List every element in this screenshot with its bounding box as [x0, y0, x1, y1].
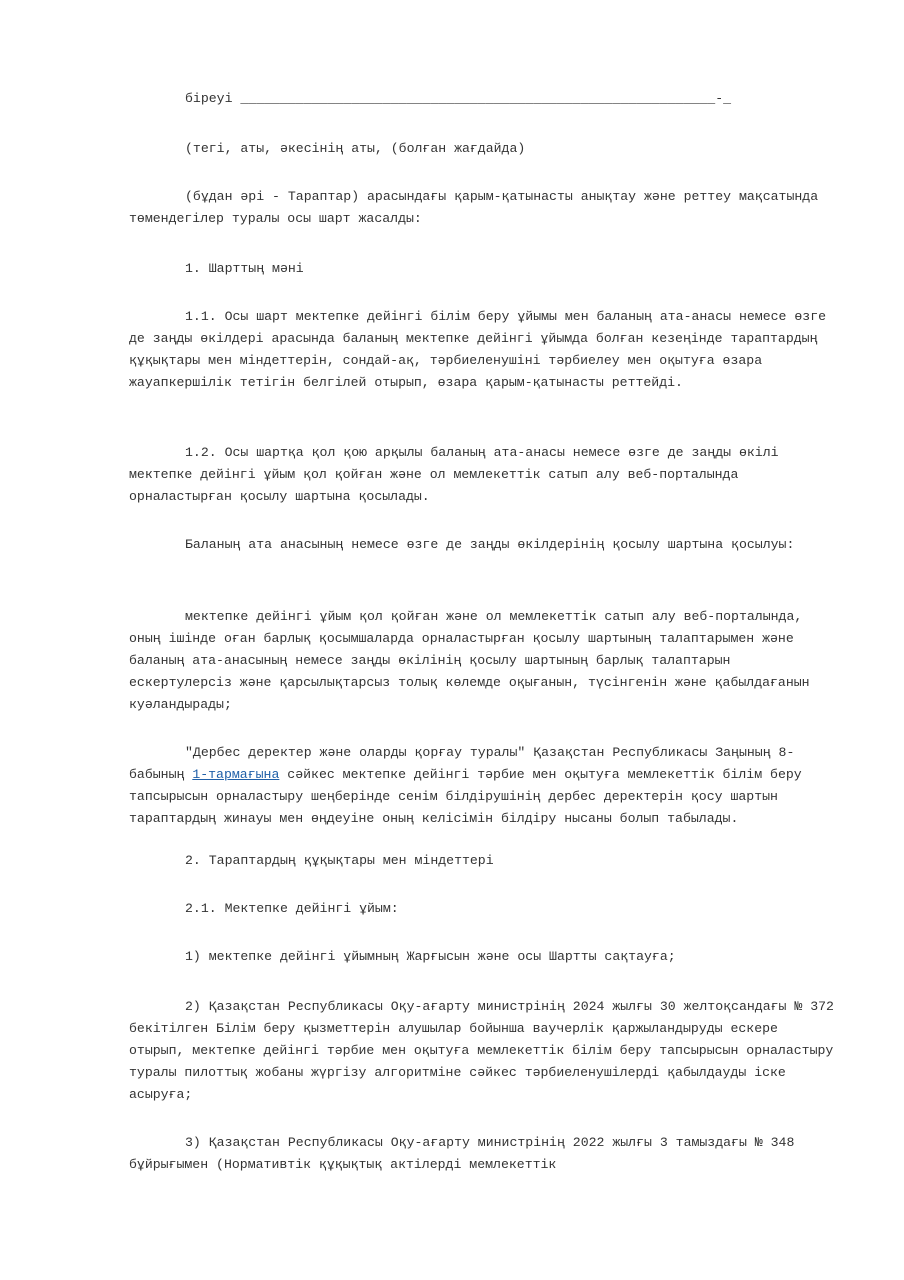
- section-2-heading: 2. Тараптардың құқықтары мен міндеттері: [185, 853, 494, 868]
- name-fill-line: біреуі ____________________________________________________________-_: [185, 91, 732, 106]
- obligation-item-3: 3) Қазақстан Республикасы Оқу-ағарту министрінің 2022 жылғы 3 тамыздағы № 348 бұйрығымен (Нормативтік құқықтық актілерді мемлекеттік: [129, 1135, 803, 1172]
- law-article-link[interactable]: 1-тармағына: [192, 767, 280, 782]
- clause-1-2: 1.2. Осы шартқа қол қою арқылы баланың ата-анасы немесе өзге де заңды өкілі мектепке дейінгі ұйым қол қойған және ол мемлекеттік сатып алу веб-порталында орналастырған қосылу шартына қосылады.: [129, 445, 787, 504]
- clause-2-1-heading: 2.1. Мектепке дейінгі ұйым:: [185, 901, 399, 916]
- law-text-after: сәйкес мектепке дейінгі тәрбие мен оқытуға мемлекеттік білім беру тапсырысын орналастыру шеңберінде сенім білдірушінің дербес деректерін қосу шартын тараптардың жинауы мен өңдеуіне оның келісімін білдіру нысаны болып табылады.: [129, 767, 810, 826]
- confirmation-paragraph: мектепке дейінгі ұйым қол қойған және ол мемлекеттік сатып алу веб-порталында, оның ішінде оған барлық қосымшаларда орналастырған қосылу шартының талаптарымен және баланың ата-анасының немесе заңды өкілінің қосылу шартының барлық талаптарын ескертулерсіз және қарсылықтарсыз толық көлемде оқығанын, түсінгенін және қабылдағанын куәландырады;: [129, 609, 818, 712]
- name-hint: (тегі, аты, әкесінің аты, (болған жағдайда): [185, 141, 526, 156]
- obligation-item-2: 2) Қазақстан Республикасы Оқу-ағарту министрінің 2024 жылғы 30 желтоқсандағы № 372 бекітілген Білім беру қызметтерін алушылар бойынша ваучерлік қаржыландыруды ескере отырып, мектепке дейінгі тәрбие мен оқытуға мемлекеттік білім беру тапсырысын орналастыру туралы пилоттық жобаны жүргізу алгоритміне сәйкес тәрбиеленушілерді қабылдауды іске асыруға;: [129, 999, 842, 1102]
- law-text-before: "Дербес деректер және оларды қорғау туралы" Қазақстан Республикасы Заңының 8-бабының: [129, 745, 795, 782]
- obligation-item-1: 1) мектепке дейінгі ұйымның Жарғысын және осы Шартты сақтауға;: [185, 949, 676, 964]
- accession-paragraph: Баланың ата анасының немесе өзге де заңды өкілдерінің қосылу шартына қосылуы:: [185, 537, 795, 552]
- personal-data-paragraph: [129, 742, 835, 830]
- parties-paragraph: (бұдан әрі - Тараптар) арасындағы қарым-қатынасты анықтау және реттеу мақсатында төмендегілер туралы осы шарт жасалды:: [129, 189, 827, 226]
- section-1-heading: 1. Шарттың мәні: [185, 261, 304, 276]
- clause-1-1: 1.1. Осы шарт мектепке дейінгі білім беру ұйымы мен баланың ата-анасы немесе өзге де заңды өкілдері арасында баланың мектепке дейінгі ұйымда болған кезеңінде тараптардың құқықтары мен міндеттерін, сондай-ақ, тәрбиеленушіні тәрбиелеу мен оқытуға өзара жауапкершілік тетігін белгілей отырып, өзара қарым-қатынасты реттейді.: [129, 309, 834, 390]
